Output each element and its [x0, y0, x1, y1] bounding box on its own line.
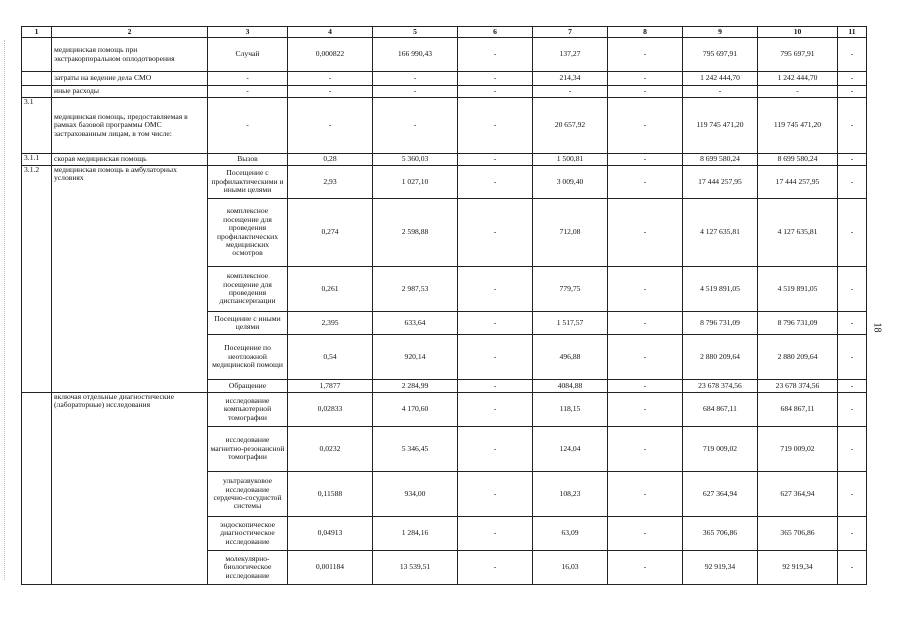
value-cell: 4 519 891,05 — [758, 267, 838, 312]
row-description: затраты на ведение дела СМО — [52, 72, 208, 86]
unit-cell: исследование магнитно-резонансной томографии — [208, 427, 288, 472]
value-cell: 0,54 — [288, 335, 373, 380]
value-cell: 0,0232 — [288, 427, 373, 472]
value-cell: - — [608, 166, 683, 199]
col-header: 2 — [52, 27, 208, 38]
row-number — [22, 38, 52, 72]
value-cell: 2 987,53 — [373, 267, 458, 312]
value-cell: - — [288, 86, 373, 98]
value-cell: - — [533, 86, 608, 98]
unit-cell: Посещение по неотложной медицинской помощи — [208, 335, 288, 380]
value-cell: - — [608, 98, 683, 154]
value-cell: 0,02833 — [288, 393, 373, 427]
financial-table — [21, 26, 867, 585]
table-row — [22, 98, 867, 154]
value-cell: - — [608, 312, 683, 335]
unit-cell: ультразвуковое исследование сердечно-сосудистой системы — [208, 472, 288, 517]
value-cell: 3 009,40 — [533, 166, 608, 199]
value-cell: 795 697,91 — [758, 38, 838, 72]
value-cell: - — [458, 199, 533, 267]
value-cell: - — [288, 72, 373, 86]
value-cell: - — [838, 86, 867, 98]
unit-cell: эндоскопическое диагностическое исследование — [208, 517, 288, 551]
table-row — [22, 86, 867, 98]
value-cell: - — [758, 86, 838, 98]
value-cell: - — [458, 472, 533, 517]
value-cell: 2,93 — [288, 166, 373, 199]
value-cell: 4 127 635,81 — [758, 199, 838, 267]
value-cell: 496,88 — [533, 335, 608, 380]
row-number: 3.1.2 — [22, 166, 52, 393]
unit-cell: Посещение с профилактическими и иными целями — [208, 166, 288, 199]
unit-cell: комплексное посещение для проведения профилактических медицинских осмотров — [208, 199, 288, 267]
value-cell: 166 990,43 — [373, 38, 458, 72]
value-cell: - — [458, 393, 533, 427]
binding-marks — [4, 40, 9, 580]
value-cell: 137,27 — [533, 38, 608, 72]
col-header: 1 — [22, 27, 52, 38]
page-number: 18 — [871, 322, 883, 333]
column-number-row — [22, 27, 867, 38]
value-cell: - — [373, 72, 458, 86]
value-cell: - — [608, 267, 683, 312]
value-cell: 627 364,94 — [683, 472, 758, 517]
value-cell: - — [838, 427, 867, 472]
col-header: 3 — [208, 27, 288, 38]
value-cell: 2,395 — [288, 312, 373, 335]
value-cell: 1 242 444,70 — [758, 72, 838, 86]
row-number: 3.1 — [22, 98, 52, 154]
value-cell: 1 284,16 — [373, 517, 458, 551]
unit-cell: Случай — [208, 38, 288, 72]
row-description: включая отдельные диагностические (лабораторные) исследования — [52, 393, 208, 585]
value-cell: - — [458, 38, 533, 72]
value-cell: 0,11588 — [288, 472, 373, 517]
table-row — [22, 38, 867, 72]
value-cell: - — [838, 154, 867, 166]
value-cell: - — [608, 86, 683, 98]
value-cell: - — [458, 312, 533, 335]
value-cell: 124,04 — [533, 427, 608, 472]
value-cell: - — [458, 154, 533, 166]
value-cell: 0,274 — [288, 199, 373, 267]
value-cell: - — [683, 86, 758, 98]
value-cell: - — [838, 380, 867, 393]
value-cell: 17 444 257,95 — [758, 166, 838, 199]
value-cell: 8 796 731,09 — [758, 312, 838, 335]
col-header: 6 — [458, 27, 533, 38]
value-cell: - — [608, 72, 683, 86]
value-cell: - — [608, 335, 683, 380]
value-cell: - — [288, 98, 373, 154]
value-cell: - — [458, 335, 533, 380]
value-cell: 684 867,11 — [683, 393, 758, 427]
value-cell: 92 919,34 — [758, 551, 838, 585]
value-cell: - — [608, 427, 683, 472]
row-number — [22, 393, 52, 585]
value-cell: - — [608, 38, 683, 72]
value-cell: 627 364,94 — [758, 472, 838, 517]
unit-cell: - — [208, 98, 288, 154]
value-cell: 92 919,34 — [683, 551, 758, 585]
unit-cell: - — [208, 86, 288, 98]
value-cell: 4 519 891,05 — [683, 267, 758, 312]
value-cell: 712,08 — [533, 199, 608, 267]
value-cell: - — [838, 72, 867, 86]
unit-cell: молекулярно-биологическое исследование — [208, 551, 288, 585]
value-cell: 934,00 — [373, 472, 458, 517]
value-cell: 4084,88 — [533, 380, 608, 393]
row-description: медицинская помощь в амбулаторных условиях — [52, 166, 208, 393]
value-cell: 8 699 580,24 — [758, 154, 838, 166]
value-cell: 5 346,45 — [373, 427, 458, 472]
value-cell: 20 657,92 — [533, 98, 608, 154]
value-cell: 119 745 471,20 — [758, 98, 838, 154]
value-cell: - — [458, 427, 533, 472]
value-cell: 365 706,86 — [758, 517, 838, 551]
value-cell: - — [458, 517, 533, 551]
value-cell: - — [608, 517, 683, 551]
row-description: медицинская помощь, предоставляемая в рамках базовой программы ОМС застрахованным лицам, в том числе: — [52, 98, 208, 154]
value-cell: - — [458, 380, 533, 393]
col-header: 11 — [838, 27, 867, 38]
unit-cell: - — [208, 72, 288, 86]
value-cell: 1 027,10 — [373, 166, 458, 199]
value-cell: - — [838, 312, 867, 335]
value-cell: - — [373, 86, 458, 98]
value-cell: - — [838, 38, 867, 72]
value-cell: - — [838, 166, 867, 199]
unit-cell: Посещение с иными целями — [208, 312, 288, 335]
value-cell: 719 009,02 — [683, 427, 758, 472]
value-cell: 779,75 — [533, 267, 608, 312]
value-cell: 8 796 731,09 — [683, 312, 758, 335]
value-cell: - — [608, 393, 683, 427]
value-cell: 0,001184 — [288, 551, 373, 585]
value-cell: - — [458, 98, 533, 154]
value-cell: - — [608, 380, 683, 393]
value-cell: - — [838, 98, 867, 154]
row-description: медицинская помощь при экстракорпоральном оплодотворения — [52, 38, 208, 72]
unit-cell: комплексное посещение для проведения диспансеризации — [208, 267, 288, 312]
value-cell: 0,28 — [288, 154, 373, 166]
value-cell: 795 697,91 — [683, 38, 758, 72]
row-number — [22, 72, 52, 86]
value-cell: 16,03 — [533, 551, 608, 585]
value-cell: - — [458, 72, 533, 86]
value-cell: 1,7877 — [288, 380, 373, 393]
value-cell: - — [838, 335, 867, 380]
value-cell: - — [608, 551, 683, 585]
value-cell: - — [838, 517, 867, 551]
value-cell: 214,34 — [533, 72, 608, 86]
value-cell: 13 539,51 — [373, 551, 458, 585]
value-cell: 8 699 580,24 — [683, 154, 758, 166]
value-cell: 23 678 374,56 — [683, 380, 758, 393]
table-row — [22, 166, 867, 199]
value-cell: 1 242 444,70 — [683, 72, 758, 86]
row-description: иные расходы — [52, 86, 208, 98]
row-description: скорая медицинская помощь — [52, 154, 208, 166]
value-cell: 2 880 209,64 — [758, 335, 838, 380]
value-cell: 1 500,81 — [533, 154, 608, 166]
value-cell: - — [458, 267, 533, 312]
value-cell: 0,000822 — [288, 38, 373, 72]
value-cell: 5 360,03 — [373, 154, 458, 166]
value-cell: 2 284,99 — [373, 380, 458, 393]
value-cell: - — [608, 154, 683, 166]
row-number — [22, 86, 52, 98]
value-cell: 4 170,60 — [373, 393, 458, 427]
value-cell: 23 678 374,56 — [758, 380, 838, 393]
col-header: 5 — [373, 27, 458, 38]
value-cell: 0,261 — [288, 267, 373, 312]
table-row — [22, 393, 867, 427]
document-sheet — [21, 26, 867, 585]
table-row — [22, 72, 867, 86]
value-cell: - — [608, 199, 683, 267]
value-cell: 1 517,57 — [533, 312, 608, 335]
value-cell: - — [838, 393, 867, 427]
value-cell: - — [838, 551, 867, 585]
col-header: 4 — [288, 27, 373, 38]
value-cell: 920,14 — [373, 335, 458, 380]
col-header: 8 — [608, 27, 683, 38]
col-header: 9 — [683, 27, 758, 38]
unit-cell: Вызов — [208, 154, 288, 166]
value-cell: 684 867,11 — [758, 393, 838, 427]
value-cell: - — [458, 86, 533, 98]
value-cell: 2 880 209,64 — [683, 335, 758, 380]
unit-cell: Обращение — [208, 380, 288, 393]
value-cell: 118,15 — [533, 393, 608, 427]
value-cell: 63,09 — [533, 517, 608, 551]
value-cell: - — [838, 472, 867, 517]
value-cell: - — [838, 199, 867, 267]
value-cell: 633,64 — [373, 312, 458, 335]
row-number: 3.1.1 — [22, 154, 52, 166]
value-cell: 119 745 471,20 — [683, 98, 758, 154]
value-cell: 17 444 257,95 — [683, 166, 758, 199]
value-cell: 719 009,02 — [758, 427, 838, 472]
value-cell: 2 598,88 — [373, 199, 458, 267]
value-cell: - — [838, 267, 867, 312]
table-row — [22, 154, 867, 166]
value-cell: 0,04913 — [288, 517, 373, 551]
col-header: 10 — [758, 27, 838, 38]
value-cell: - — [458, 166, 533, 199]
value-cell: 365 706,86 — [683, 517, 758, 551]
value-cell: 108,23 — [533, 472, 608, 517]
value-cell: 4 127 635,81 — [683, 199, 758, 267]
unit-cell: исследование компьютерной томографии — [208, 393, 288, 427]
value-cell: - — [608, 472, 683, 517]
value-cell: - — [373, 98, 458, 154]
col-header: 7 — [533, 27, 608, 38]
value-cell: - — [458, 551, 533, 585]
